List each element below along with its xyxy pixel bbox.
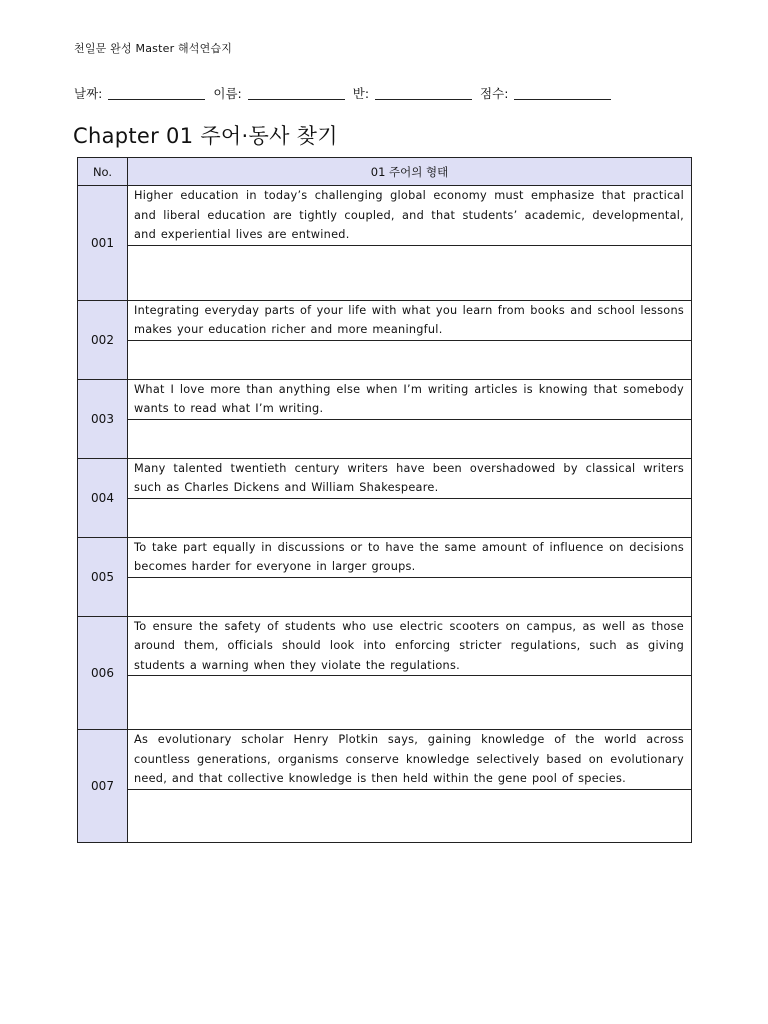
table-row xyxy=(78,537,692,577)
answer-cell[interactable] xyxy=(128,577,692,616)
table-row xyxy=(78,186,692,246)
date-label: 날짜: xyxy=(74,86,103,101)
score-label: 점수: xyxy=(480,86,509,101)
sentence-cell: As evolutionary scholar Henry Plotkin says, gaining knowledge of the world across countless generations, organisms conserve knowledge selectively based on evolutionary need, and that collective knowledge is then held within the gene pool of species. xyxy=(128,730,692,790)
item-number: 006 xyxy=(78,616,128,730)
answer-row xyxy=(78,676,692,730)
answer-cell[interactable] xyxy=(128,676,692,730)
table-header-row xyxy=(78,158,692,186)
answer-cell[interactable] xyxy=(128,340,692,379)
date-field xyxy=(74,84,205,102)
sentence-cell: Integrating everyday parts of your life with what you learn from books and school lessons makes your education richer and more meaningful. xyxy=(128,300,692,340)
answer-cell[interactable] xyxy=(128,419,692,458)
sentence-cell: Higher education in today’s challenging global economy must emphasize that practical and liberal education are tightly coupled, and that students’ academic, developmental, and experiential lives are entwined. xyxy=(128,186,692,246)
answer-row xyxy=(78,577,692,616)
answer-row xyxy=(78,419,692,458)
answer-row xyxy=(78,498,692,537)
date-blank[interactable] xyxy=(108,98,205,100)
student-info-row xyxy=(74,84,619,102)
class-field xyxy=(353,84,472,102)
name-label: 이름: xyxy=(213,86,242,101)
column-header-section: 01 주어의 형태 xyxy=(128,158,692,186)
item-number: 002 xyxy=(78,300,128,379)
answer-cell[interactable] xyxy=(128,245,692,300)
column-header-no: No. xyxy=(78,158,128,186)
item-number: 007 xyxy=(78,730,128,843)
answer-row xyxy=(78,245,692,300)
item-number: 003 xyxy=(78,379,128,458)
table-row xyxy=(78,300,692,340)
item-number: 001 xyxy=(78,186,128,301)
answer-cell[interactable] xyxy=(128,498,692,537)
document-header: 천일문 완성 Master 해석연습지 xyxy=(74,42,233,55)
score-blank[interactable] xyxy=(514,98,611,100)
table-row xyxy=(78,616,692,676)
table-row xyxy=(78,379,692,419)
name-blank[interactable] xyxy=(248,98,345,100)
item-number: 005 xyxy=(78,537,128,616)
table-row xyxy=(78,458,692,498)
answer-row xyxy=(78,789,692,842)
item-number: 004 xyxy=(78,458,128,537)
class-blank[interactable] xyxy=(375,98,472,100)
sentence-cell: Many talented twentieth century writers have been overshadowed by classical writers such as Charles Dickens and William Shakespeare. xyxy=(128,458,692,498)
answer-row xyxy=(78,340,692,379)
sentence-cell: What I love more than anything else when I’m writing articles is knowing that somebody wants to read what I’m writing. xyxy=(128,379,692,419)
name-field xyxy=(213,84,344,102)
exercise-table xyxy=(77,157,692,843)
table-row xyxy=(78,730,692,790)
score-field xyxy=(480,84,611,102)
sentence-cell: To take part equally in discussions or to have the same amount of influence on decisions becomes harder for everyone in larger groups. xyxy=(128,537,692,577)
chapter-title: Chapter 01 주어·동사 찾기 xyxy=(73,124,338,148)
sentence-cell: To ensure the safety of students who use electric scooters on campus, as well as those around them, officials should look into enforcing stricter regulations, such as giving students a warning when they violate the regulations. xyxy=(128,616,692,676)
answer-cell[interactable] xyxy=(128,789,692,842)
class-label: 반: xyxy=(352,86,370,101)
